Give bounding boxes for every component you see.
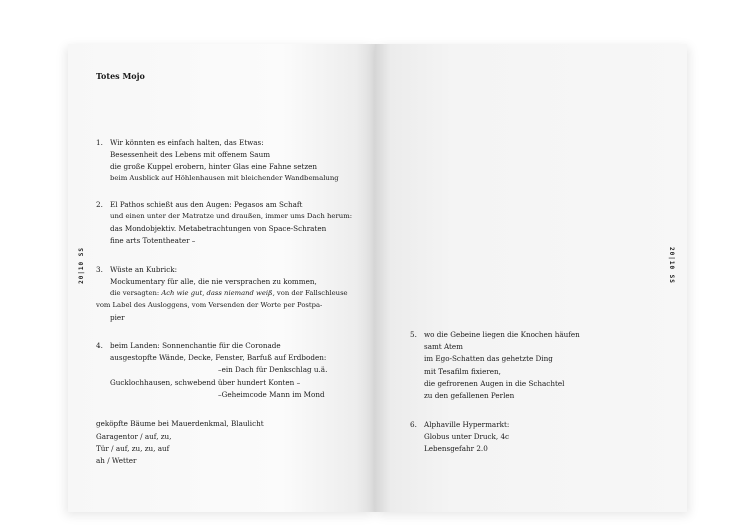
poem-line: Mockumentary für alle, die nie versprachen zu kommen, (110, 277, 317, 286)
poem-line: –ein Dach für Denkschlag u.ä. (218, 365, 328, 374)
poem-line: Wüste an Kubrick: (110, 265, 178, 274)
poem-line: im Ego-Schatten das gehetzte Ding (424, 354, 553, 363)
poem-line: und einen unter der Matratze und draußen, immer ums Dach herum: (110, 212, 353, 220)
right-page (375, 44, 687, 512)
poem-line: von der Fallschleuse (274, 289, 348, 297)
coda-line: geköpfte Bäume bei Mauerdenkmal, Blaulicht (96, 419, 264, 428)
poem-line: mit Tesafilm fixieren, (424, 367, 501, 376)
poem-line: fine arts Totentheater – (110, 236, 196, 245)
italic-quote: Ach wie gut, dass niemand weiß, (161, 289, 275, 297)
poem-line: Wir könnten es einfach halten, das Etwas: (110, 138, 264, 147)
poem-line: Alphaville Hypermarkt: (424, 420, 510, 429)
poem-line: zu den gefallenen Perlen (424, 391, 515, 400)
poem-line: die versagten: (110, 289, 160, 297)
item-number: 3. (96, 265, 103, 274)
poem-line: beim Landen: Sonnenchantie für die Coronade (110, 341, 281, 350)
item-number: 5. (410, 330, 417, 339)
poem-line: die große Kuppel erobern, hinter Glas eine Fahne setzen (110, 162, 318, 171)
coda-line: Garagentor / auf, zu, (96, 432, 172, 441)
item-number: 4. (96, 341, 103, 350)
poem-title: Totes Mojo (96, 71, 145, 81)
poem-line: Globus unter Druck, 4c (424, 432, 510, 441)
poem-line: –Geheimcode Mann im Mond (218, 390, 325, 399)
item-number: 1. (96, 138, 103, 147)
poem-line: El Pathos schießt aus den Augen: Pegasos am Schaft (110, 200, 303, 209)
poem-line: pier (110, 313, 125, 322)
poem-line: ausgestopfte Wände, Decke, Fenster, Barfuß auf Erdboden: (110, 353, 327, 362)
poem-line: Besessenheit des Lebens mit offenem Saum (110, 150, 271, 159)
item-number: 2. (96, 200, 103, 209)
left-page (68, 44, 375, 512)
spine-label-right: 20|10 SS (668, 247, 675, 284)
item-number: 6. (410, 420, 417, 429)
poem-line: wo die Gebeine liegen die Knochen häufen (424, 330, 580, 339)
poem-line: beim Ausblick auf Höhlenhausen mit bleichender Wandbemalung (110, 174, 339, 182)
coda-line: ah / Wetter (96, 456, 137, 465)
poem-line: die gefrorenen Augen in die Schachtel (424, 379, 565, 388)
spine-label-left: 20|10 SS (78, 247, 85, 284)
poem-line: vom Label des Ausloggens, vom Versenden der Worte per Postpa- (96, 301, 323, 309)
coda-line: Tür / auf, zu, zu, auf (96, 444, 170, 453)
poem-line: samt Atem (424, 342, 463, 351)
poem-line: Lebensgefahr 2.0 (424, 444, 488, 453)
poem-line-mixed (110, 290, 348, 297)
poem-line: das Mondobjektiv. Metabetrachtungen von Space-Schraten (110, 224, 327, 233)
poem-line: Gucklochhausen, schwebend über hundert Konten – (110, 378, 301, 387)
